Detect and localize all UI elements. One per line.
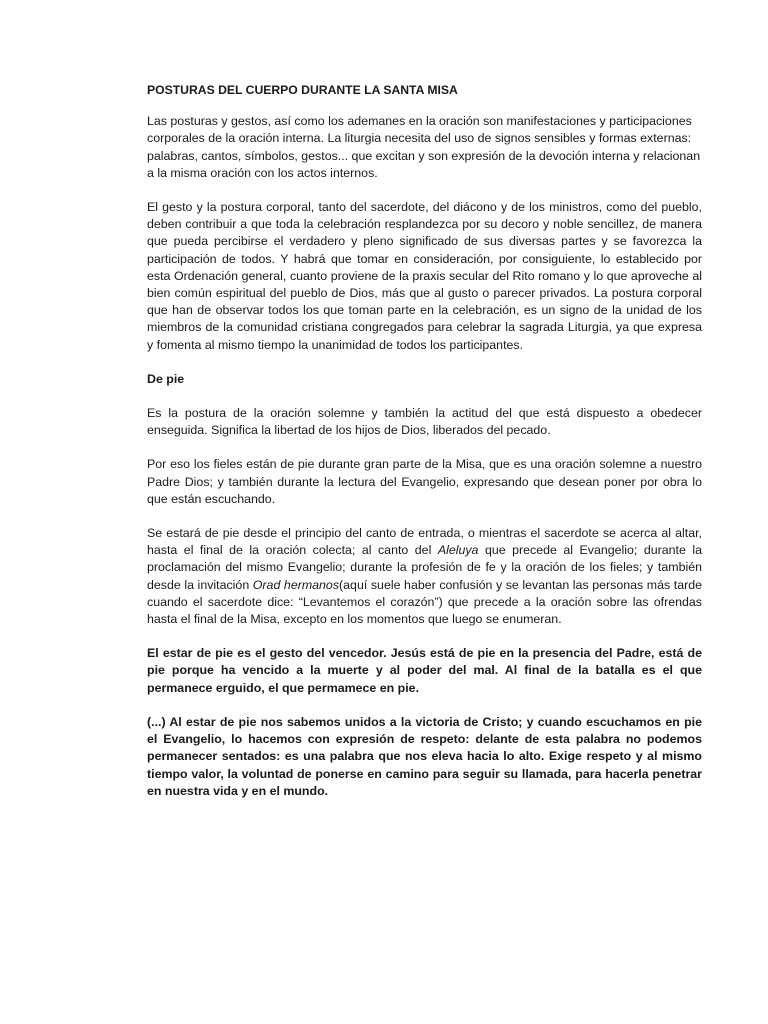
para5-aleluya: Aleluya [437,543,479,558]
section-heading-de-pie: De pie [147,371,185,386]
para5-text-b: que precede al Evangelio; durante la proclamación del mismo Evangelio; durante la profesión de fe y la oración de los fieles; y también desde la invitación [147,543,702,592]
paragraph-gesto-postura: El gesto y la postura corporal, tanto del sacerdote, del diácono y de los ministros, como del pueblo, deben contribuir a que toda la celebración resplandezca por su decoro y noble sencillez, de manera que pueda percibirse el verdadero y pleno significado de sus diversas partes y se favorezca la participación de todos. Y habrá que tomar en consideración, por consiguiente, lo establecido por esta Ordenación general, cuanto proviene de la praxis secular del Rito romano y lo que aproveche al bien común espiritual del pueblo de Dios, más que al gusto o parecer privados. La postura corporal que han de observar todos los que toman parte en la celebración, es un signo de la unidad de los miembros de la comunidad cristiana congregados para celebrar la sagrada Liturgia, ya que expresa y fomenta al mismo tiempo la unanimidad de todos los participantes. [147,200,702,352]
paragraph-victoria-cristo: (...) Al estar de pie nos sabemos unidos a la victoria de Cristo; y cuando escuchamos en pie el Evangelio, lo hacemos con expresión de respeto: delante de esta palabra no podemos permanecer sentados: es una palabra que nos eleva hacia lo alto. Exige respeto y al mismo tiempo valor, la voluntad de ponerse en camino para seguir su llamada, para hacerla penetrar en nuestra vida y en el mundo. [147,714,702,798]
paragraph-momentos-de-pie [147,525,702,628]
para5-orad-hermanos: Orad hermanos [252,577,340,592]
paragraph-intro: Las posturas y gestos, así como los ademanes en la oración son manifestaciones y participaciones corporales de la oración interna. La liturgia necesita del uso de signos sensibles y formas externas: palabras, cantos, símbolos, gestos... que excitan y son expresión de la devoción interna y relacionan a la misma oración con los actos internos. [147,114,701,180]
paragraph-fieles-de-pie: Por eso los fieles están de pie durante gran parte de la Misa, que es una oración solemne a nuestro Padre Dios; y también durante la lectura del Evangelio, expresando que desean poner por obra lo que están escuchando. [147,457,702,506]
document-page [147,82,702,817]
para5-text-a: Se estará de pie desde el principio del canto de entrada, o mientras el sacerdote se acerca al altar, hasta el final de la oración colecta; al canto del [147,526,702,558]
para5-text-c: (aquí suele haber confusión y se levantan las personas más tarde cuando el sacerdote dice: “Levantemos el corazón”) que precede a la oración sobre las ofrendas hasta el final de la Misa, excepto en los momentos que luego se enumeran. [147,577,703,627]
paragraph-postura-oracion: Es la postura de la oración solemne y también la actitud del que está dispuesto a obedecer enseguida. Significa la libertad de los hijos de Dios, liberados del pecado. [147,406,702,438]
document-title: POSTURAS DEL CUERPO DURANTE LA SANTA MISA [147,83,458,97]
paragraph-vencedor: El estar de pie es el gesto del vencedor. Jesús está de pie en la presencia del Padre, está de pie porque ha vencido a la muerte y al poder del mal. Al final de la batalla es el que permanece erguido, el que permamece en pie. [147,646,702,695]
